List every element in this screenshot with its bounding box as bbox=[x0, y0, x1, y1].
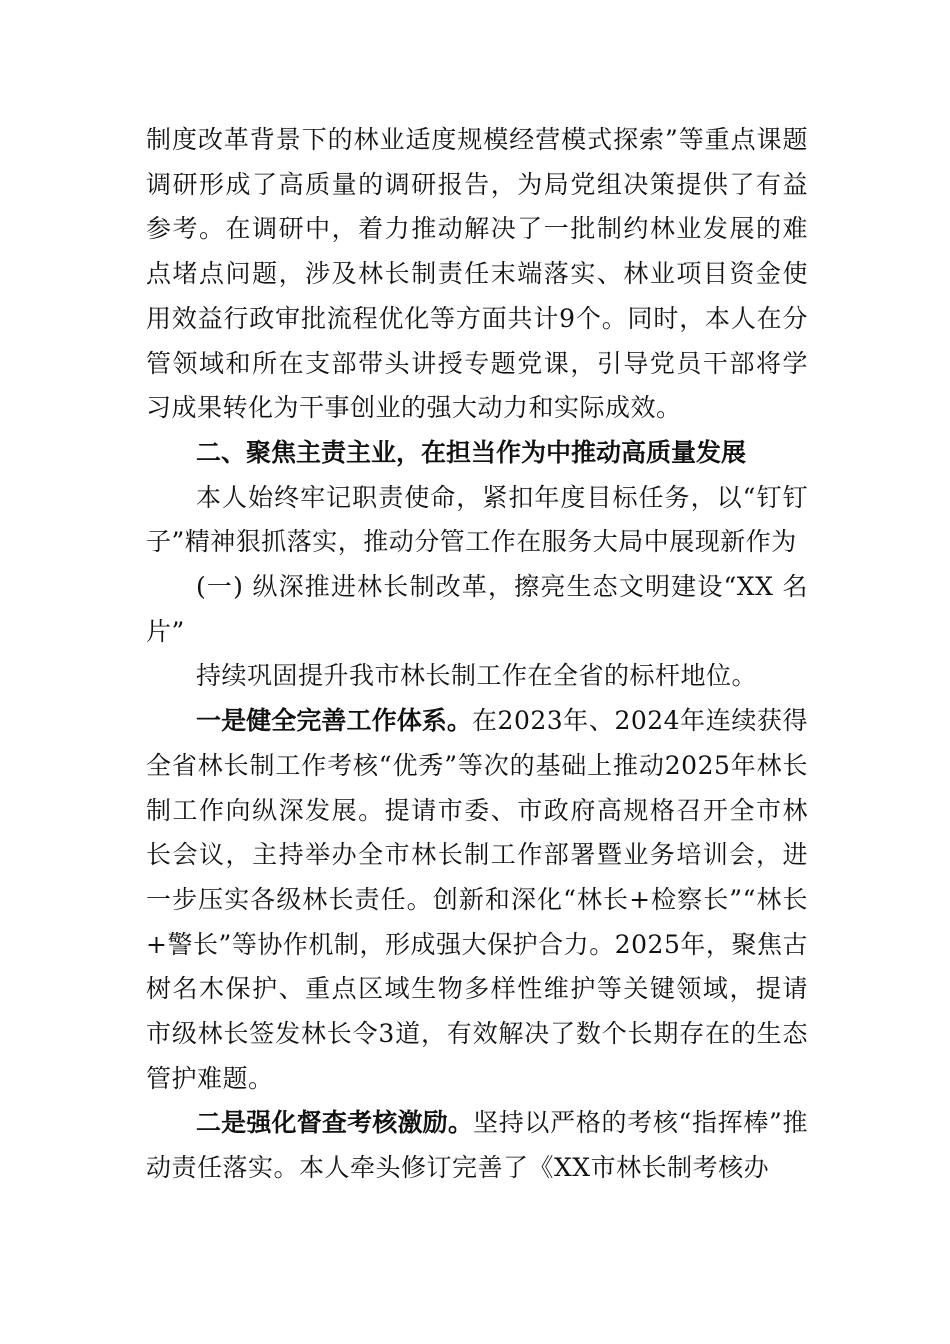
section-heading-2: 二、聚焦主责主业，在担当作为中推动高质量发展 bbox=[196, 437, 747, 467]
item-2-lead: 二是强化督查考核激励。 bbox=[196, 1108, 474, 1138]
item-1-body: 在2023年、2024年连续获得全省林长制工作考核“优秀”等次的基础上推动2025年林长制工作向纵深发展。提请市委、市政府高规格召开全市林长会议，主持举办全市林长制工作部署暨业务培训会，进一步压实各级林长责任。创新和深化“林长+检察长”“林长+警长”等协作机制，形成强大保护合力。2025年，聚焦古树名木保护、重点区域生物多样性维护等关键领域，提请市级林长签发林长令3道，有效解决了数个长期存在的生态管护难题。 bbox=[146, 706, 808, 1093]
item-1-paragraph bbox=[146, 699, 808, 1101]
item-2-body: 坚持以严格的考核“指挥棒”推动责任落实。本人牵头修订完善了《XX市林长制考核办 bbox=[146, 1108, 808, 1183]
document-body bbox=[146, 118, 808, 1191]
sub-section-intro-paragraph: 持续巩固提升我市林长制工作在全省的标杆地位。 bbox=[196, 661, 758, 691]
paragraph-continued: 制度改革背景下的林业适度规模经营模式探索”等重点课题调研形成了高质量的调研报告，为局党组决策提供了有益参考。在调研中，着力推动解决了一批制约林业发展的难点堵点问题，涉及林长制责任末端落实、林业项目资金使用效益行政审批流程优化等方面共计9个。同时，本人在分管领域和所在支部带头讲授专题党课，引导党员干部将学习成果转化为干事创业的强大动力和实际成效。 bbox=[146, 125, 808, 423]
sub-heading-1: (一) 纵深推进林长制改革，擦亮生态文明建设“XX 名片” bbox=[146, 572, 808, 646]
item-1-lead: 一是健全完善工作体系。 bbox=[196, 706, 472, 736]
item-2-paragraph bbox=[146, 1101, 808, 1190]
section-intro-paragraph: 本人始终牢记职责使命，紧扣年度目标任务，以“钉钉子”精神狠抓落实，推动分管工作在服务大局中展现新作为 bbox=[146, 482, 808, 557]
